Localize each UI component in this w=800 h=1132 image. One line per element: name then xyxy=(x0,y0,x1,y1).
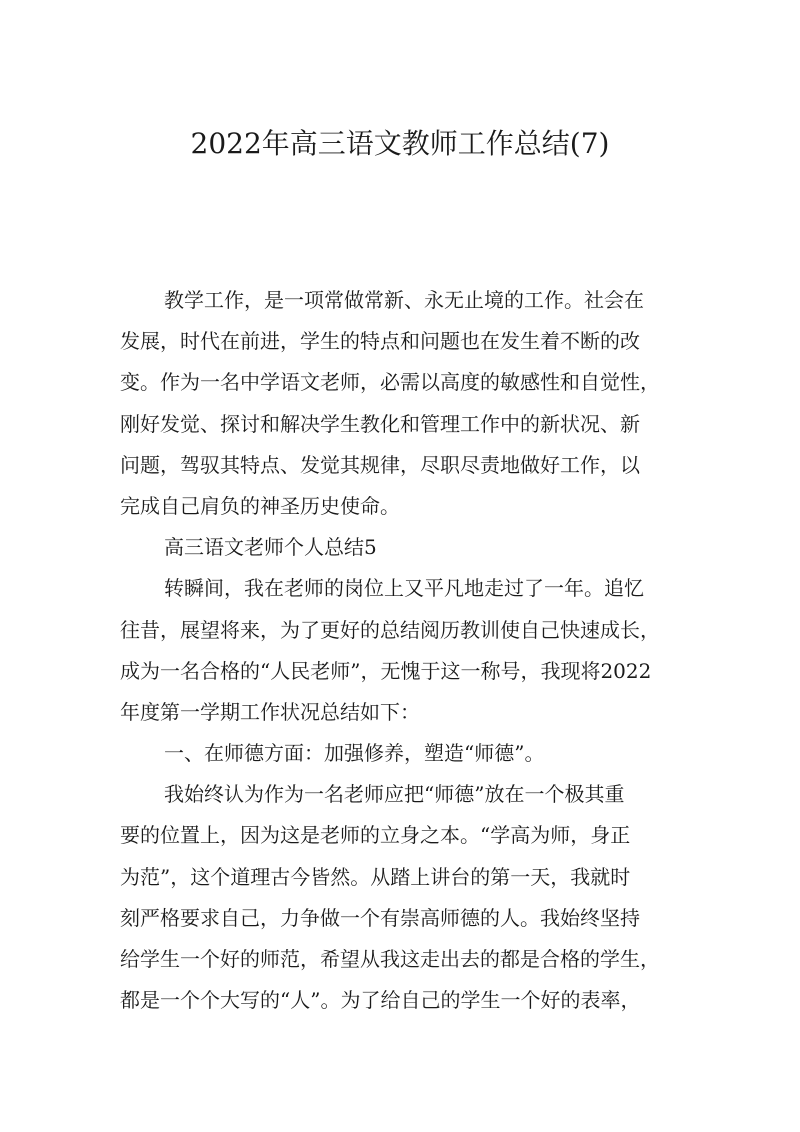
paragraph-line: 教学工作，是一项常做常新、永无止境的工作。社会在 xyxy=(164,288,644,312)
section-heading: 一、在师德方面：加强修养，塑造“师德”。 xyxy=(164,741,545,766)
paragraph-line: 刻严格要求自己，力争做一个有崇高师德的人。我始终坚持 xyxy=(120,905,640,930)
paragraph-line: 刚好发觉、探讨和解决学生教化和管理工作中的新状况、新 xyxy=(120,411,640,436)
paragraph-line: 往昔，展望将来，为了更好的总结阅历教训使自己快速成长， xyxy=(120,617,660,642)
paragraph-line: 变。作为一名中学语文老师，必需以高度的敏感性和自觉性， xyxy=(120,370,660,395)
section-heading: 高三语文老师个人总结5 xyxy=(164,535,377,560)
paragraph-line: 问题，驾驭其特点、发觉其规律，尽职尽责地做好工作，以 xyxy=(120,452,640,477)
paragraph-line: 给学生一个好的师范，希望从我这走出去的都是合格的学生， xyxy=(120,947,660,971)
paragraph-line: 要的位置上，因为这是老师的立身之本。“学高为师，身正 xyxy=(120,823,631,848)
paragraph-line: 完成自己肩负的神圣历史使命。 xyxy=(120,493,400,518)
paragraph-line: 转瞬间，我在老师的岗位上又平凡地走过了一年。追忆 xyxy=(164,576,644,601)
paragraph-line: 为范”，这个道理古今皆然。从踏上讲台的第一天，我就时 xyxy=(120,864,631,889)
paragraph-line: 我始终认为作为一名老师应把“师德”放在一个极其重 xyxy=(164,782,625,807)
paragraph-line: 都是一个个大写的“人”。为了给自己的学生一个好的表率， xyxy=(120,988,641,1013)
paragraph-line: 成为一名合格的“人民老师”，无愧于这一称号，我现将2022 xyxy=(120,658,652,683)
paragraph-line: 年度第一学期工作状况总结如下： xyxy=(120,699,420,724)
document-title: 2022年高三语文教师工作总结(7) xyxy=(190,127,610,160)
paragraph-line: 发展，时代在前进，学生的特点和问题也在发生着不断的改 xyxy=(120,329,640,354)
document-body xyxy=(120,280,682,1021)
